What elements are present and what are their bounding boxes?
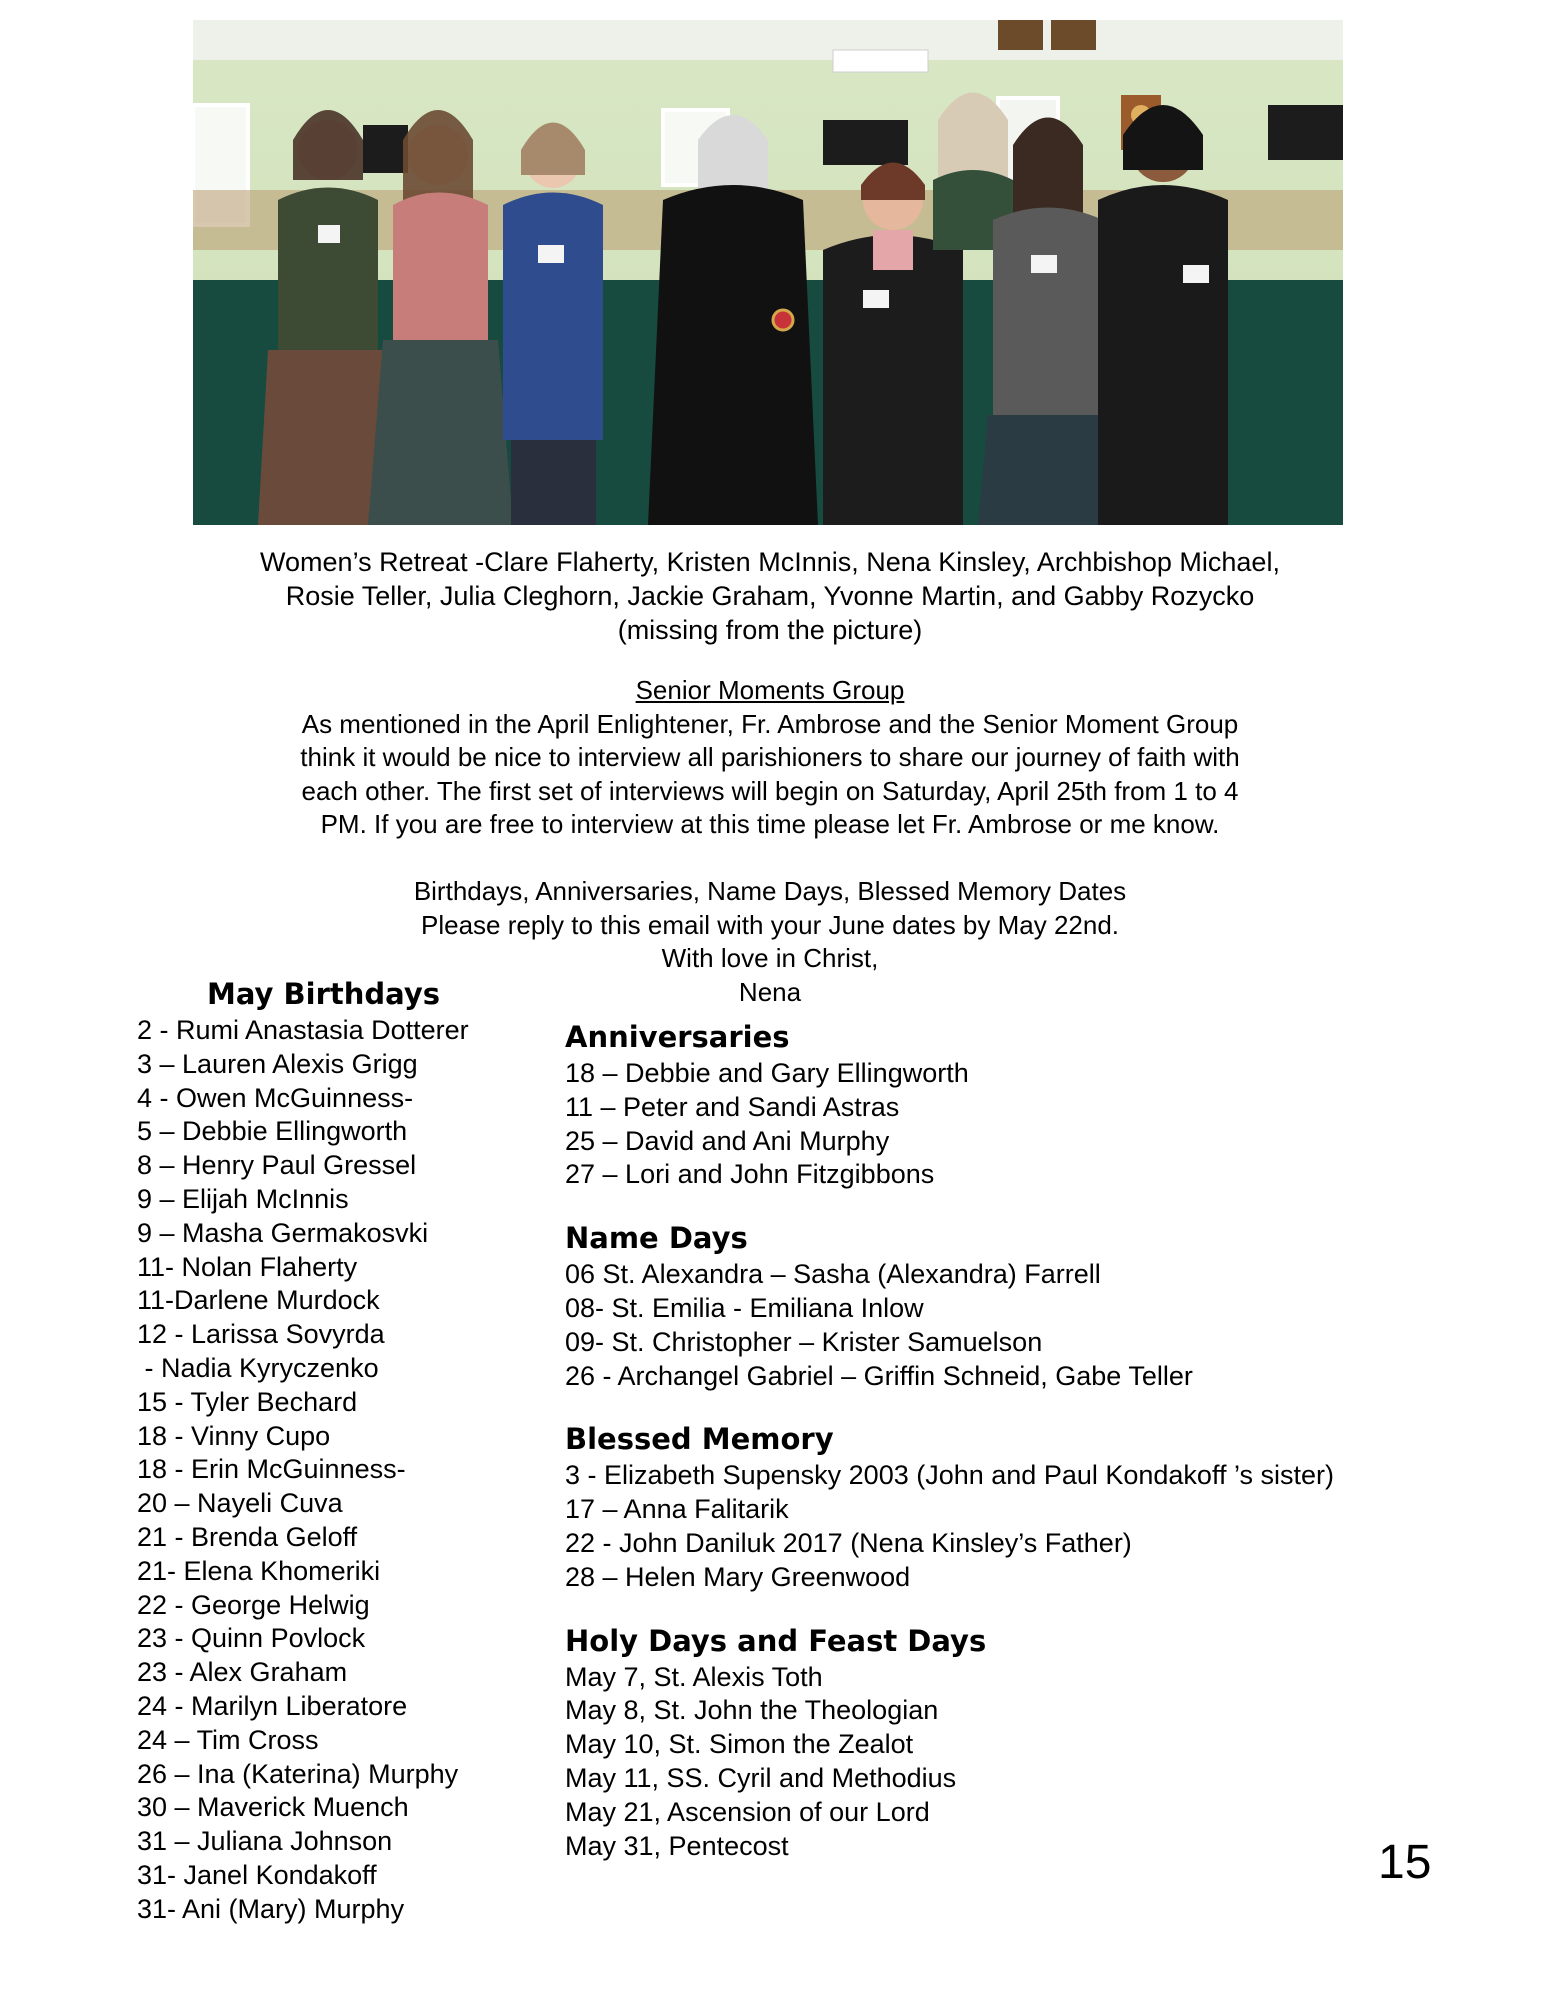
blessed-memory-section (565, 1419, 1334, 1594)
birthday-item: - Nadia Kyryczenko (137, 1352, 379, 1383)
memory-item: 28 – Helen Mary Greenwood (565, 1561, 911, 1592)
birthday-item: 18 - Erin McGuinness- (137, 1454, 406, 1485)
birthday-item: 9 – Elijah McInnis (137, 1183, 349, 1214)
group-photo-illustration (193, 20, 1343, 525)
name-days-section (565, 1218, 1334, 1393)
caption-line: (missing from the picture) (617, 615, 923, 645)
name-day-item: 26 - Archangel Gabriel – Griffin Schneid, Gabe Teller (565, 1360, 1193, 1391)
feast-day-item: May 8, St. John the Theologian (565, 1695, 939, 1726)
anniversary-item: 11 – Peter and Sandi Astras (565, 1091, 900, 1122)
anniversary-item: 18 – Debbie and Gary Ellingworth (565, 1058, 969, 1088)
senior-moments-section (150, 674, 1390, 1009)
birthday-item: 26 – Ina (Katerina) Murphy (137, 1758, 459, 1789)
caption-line: Rosie Teller, Julia Cleghorn, Jackie Graham, Yvonne Martin, and Gabby Rozycko (285, 581, 1255, 611)
anniversaries-heading: Anniversaries (565, 1020, 790, 1054)
anniversaries-section (565, 1017, 1334, 1192)
feast-day-item: May 7, St. Alexis Toth (565, 1661, 823, 1692)
name-day-item: 09- St. Christopher – Krister Samuelson (565, 1326, 1043, 1357)
birthdays-list (137, 974, 469, 1927)
name-day-item: 08- St. Emilia - Emiliana Inlow (565, 1292, 924, 1323)
birthday-item: 2 - Rumi Anastasia Dotterer (137, 1015, 469, 1045)
page-number: 15 (1378, 1836, 1432, 1889)
right-column (565, 1017, 1334, 1889)
birthday-item: 9 – Masha Germakosvki (137, 1217, 429, 1248)
feast-day-item: May 10, St. Simon the Zealot (565, 1729, 914, 1760)
senior-text-line: each other. The first set of interviews will begin on Saturday, April 25th from 1 to 4 (301, 775, 1239, 806)
name-day-item: 06 St. Alexandra – Sasha (Alexandra) Farrell (565, 1259, 1101, 1290)
birthday-item: 15 - Tyler Bechard (137, 1386, 358, 1417)
birthday-item: 11-Darlene Murdock (137, 1285, 380, 1316)
senior-text-line: PM. If you are free to interview at this time please let Fr. Ambrose or me know. (320, 809, 1220, 839)
birthday-item: 23 - Quinn Povlock (137, 1623, 366, 1654)
birthday-item: 31- Ani (Mary) Murphy (137, 1893, 405, 1924)
birthday-item: 12 - Larissa Sovyrda (137, 1319, 385, 1350)
birthday-item: 5 – Debbie Ellingworth (137, 1116, 408, 1147)
feast-day-item: May 31, Pentecost (565, 1830, 789, 1861)
anniversary-item: 25 – David and Ani Murphy (565, 1125, 890, 1156)
birthday-item: 3 – Lauren Alexis Grigg (137, 1048, 418, 1079)
senior-text-line: As mentioned in the April Enlightener, Fr. Ambrose and the Senior Moment Group (301, 708, 1239, 739)
birthday-item: 24 – Tim Cross (137, 1724, 319, 1755)
senior-text-line: think it would be nice to interview all parishioners to share our journey of faith with (300, 742, 1240, 772)
birthday-item: 23 - Alex Graham (137, 1657, 348, 1688)
memory-item: 17 – Anna Falitarik (565, 1494, 789, 1525)
name-days-heading: Name Days (565, 1221, 748, 1256)
request-line: Please reply to this email with your June dates by May 22nd. (420, 909, 1120, 940)
birthday-item: 20 – Nayeli Cuva (137, 1488, 343, 1519)
memory-item: 3 - Elizabeth Supensky 2003 (John and Paul Kondakoff ’s sister) (565, 1460, 1334, 1491)
memory-item: 22 - John Daniluk 2017 (Nena Kinsley’s Father) (565, 1527, 1132, 1558)
signature-name: Nena (738, 976, 802, 1007)
birthday-item: 21- Elena Khomeriki (137, 1555, 381, 1586)
birthday-item: 8 – Henry Paul Gressel (137, 1150, 417, 1181)
caption-line: Women’s Retreat -Clare Flaherty, Kristen McInnis, Nena Kinsley, Archbishop Michael, (260, 547, 1280, 577)
feast-day-item: May 11, SS. Cyril and Methodius (565, 1762, 957, 1793)
blessed-memory-heading: Blessed Memory (565, 1422, 834, 1457)
photo-caption (150, 545, 1390, 647)
birthday-item: 31 – Juliana Johnson (137, 1826, 393, 1857)
birthday-item: 4 - Owen McGuinness- (137, 1082, 414, 1113)
birthday-item: 24 - Marilyn Liberatore (137, 1690, 408, 1721)
birthday-item: 31- Janel Kondakoff (137, 1859, 377, 1890)
request-line: Birthdays, Anniversaries, Name Days, Blessed Memory Dates (413, 876, 1127, 906)
birthday-item: 22 - George Helwig (137, 1589, 370, 1620)
anniversary-item: 27 – Lori and John Fitzgibbons (565, 1159, 935, 1190)
birthday-item: 18 - Vinny Cupo (137, 1420, 331, 1451)
holy-days-heading: Holy Days and Feast Days (565, 1623, 987, 1658)
birthday-item: 21 - Brenda Geloff (137, 1521, 358, 1552)
group-photo (193, 20, 1343, 525)
request-line: With love in Christ, (661, 943, 879, 973)
feast-day-item: May 21, Ascension of our Lord (565, 1796, 930, 1827)
senior-moments-title: Senior Moments Group (635, 675, 905, 705)
birthdays-heading: May Birthdays (207, 977, 440, 1011)
holy-days-section (565, 1621, 1334, 1864)
birthday-item: 30 – Maverick Muench (137, 1792, 409, 1823)
birthday-item: 11- Nolan Flaherty (137, 1251, 358, 1282)
